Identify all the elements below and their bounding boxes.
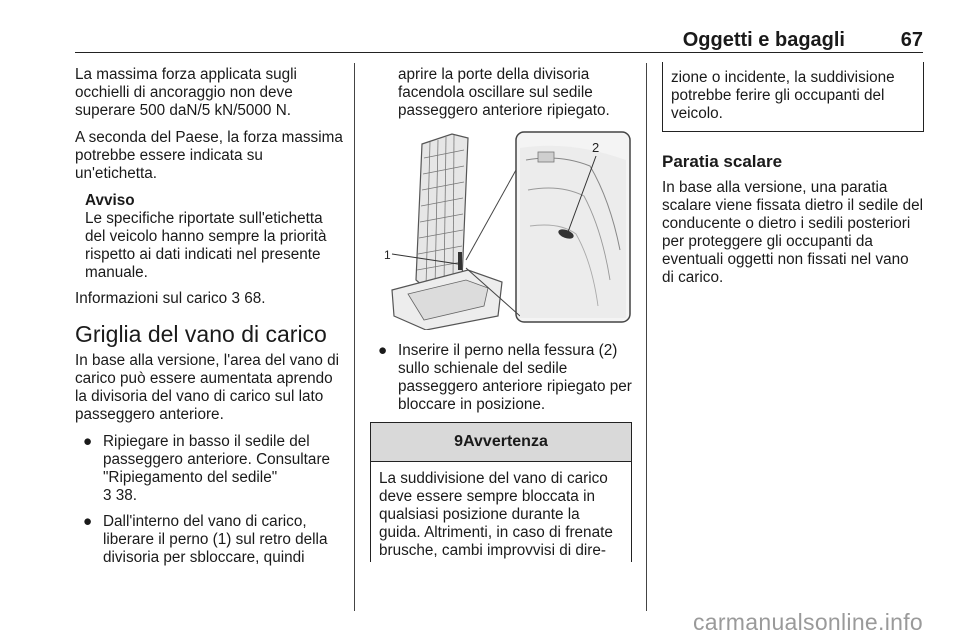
bullet-icon: ● [83,513,93,530]
warning-continuation-box [662,62,924,132]
column-2 [370,66,632,562]
bullet-icon: ● [83,433,93,450]
paragraph-country-label: A seconda del Paese, la forza massima potrebbe essere indicata su un'etichetta. [75,129,343,182]
reference-page-link[interactable]: 68. [244,290,266,307]
column-3 [662,66,924,287]
warning-text: La suddivisione del vano di carico deve essere sempre bloccata in qualsiasi posizione durante la guida. Altrimenti, in caso di frenate brusche, cambi improvvisi di dire- [379,470,613,559]
bullet-icon: ● [378,342,388,359]
figure-label-1: 1 [384,248,391,262]
warning-body [371,462,631,562]
reference-text: Informazioni sul carico [75,290,228,307]
paragraph-continuation: aprire la porte della divisoria facendola oscillare sul sedile passeggero anteriore ripiegato. [398,66,610,119]
page-header [75,26,923,53]
page-ref-arrow-icon: 3 [103,487,112,504]
warning-header [371,423,631,462]
section-title: Oggetti e bagagli [682,29,845,51]
paragraph-cargo-intro: In base alla versione, l'area del vano di carico può essere aumentata aprendo la divisoria del vano di carico sul lato passeggero anteriore. [75,352,339,423]
inset-headrest-mount [538,152,554,162]
load-info-reference [75,290,345,308]
warning-box [370,422,632,562]
warning-triangle-icon: 9 [454,433,464,450]
bullet-text: Dall'interno del vano di carico, liberare il perno (1) sul retro della divisoria per sbloccare, quindi [103,513,328,566]
page-ref-arrow-icon: 3 [231,290,240,307]
paragraph-step-bulkhead: In base alla versione, una paratia scalare viene fissata dietro il sedile del conducente o dietro i sedili posteriori per proteggere gli occupanti da eventuali oggetti non fissati nel vano di carico. [662,179,924,286]
column-divider-1 [354,63,355,611]
note-block [75,192,345,282]
illustration-svg [370,130,632,330]
list-item [370,342,632,414]
inset-connector-top [466,170,516,260]
figure-label-2: 2 [592,140,600,155]
pin-marker [458,252,462,270]
column-1 [75,66,345,575]
warning-continuation-text: zione o incidente, la suddivisione potrebbe ferire gli occupanti del veicolo. [671,69,895,122]
bullet-text: Inserire il perno nella fessura (2) sullo schienale del sedile passeggero anteriore ripiegato per bloccare in posizione. [398,342,632,413]
page-number: 67 [900,29,923,51]
cargo-divider-illustration [370,130,632,330]
list-item [75,433,345,505]
column-divider-2 [646,63,647,611]
heading-cargo-grid: Griglia del vano di carico [75,321,327,347]
note-title: Avviso [85,192,135,209]
note-text: Le specifiche riportate sull'etichetta del veicolo hanno sempre la priorità rispetto ai dati indicati nel presente manuale. [85,210,327,281]
watermark: carmanualsonline.info [692,609,923,635]
warning-title: Avvertenza [463,433,548,450]
list-item [75,513,345,567]
heading-step-bulkhead: Paratia scalare [662,152,783,171]
bullet-text: Ripiegare in basso il sedile del passeggero anteriore. Consultare "Ripiegamento del sedile" [103,433,331,486]
paragraph-max-force: La massima forza applicata sugli occhielli di ancoraggio non deve superare 500 daN/5 kN/5000 N. [75,66,297,119]
reference-page-link[interactable]: 38. [115,487,138,504]
